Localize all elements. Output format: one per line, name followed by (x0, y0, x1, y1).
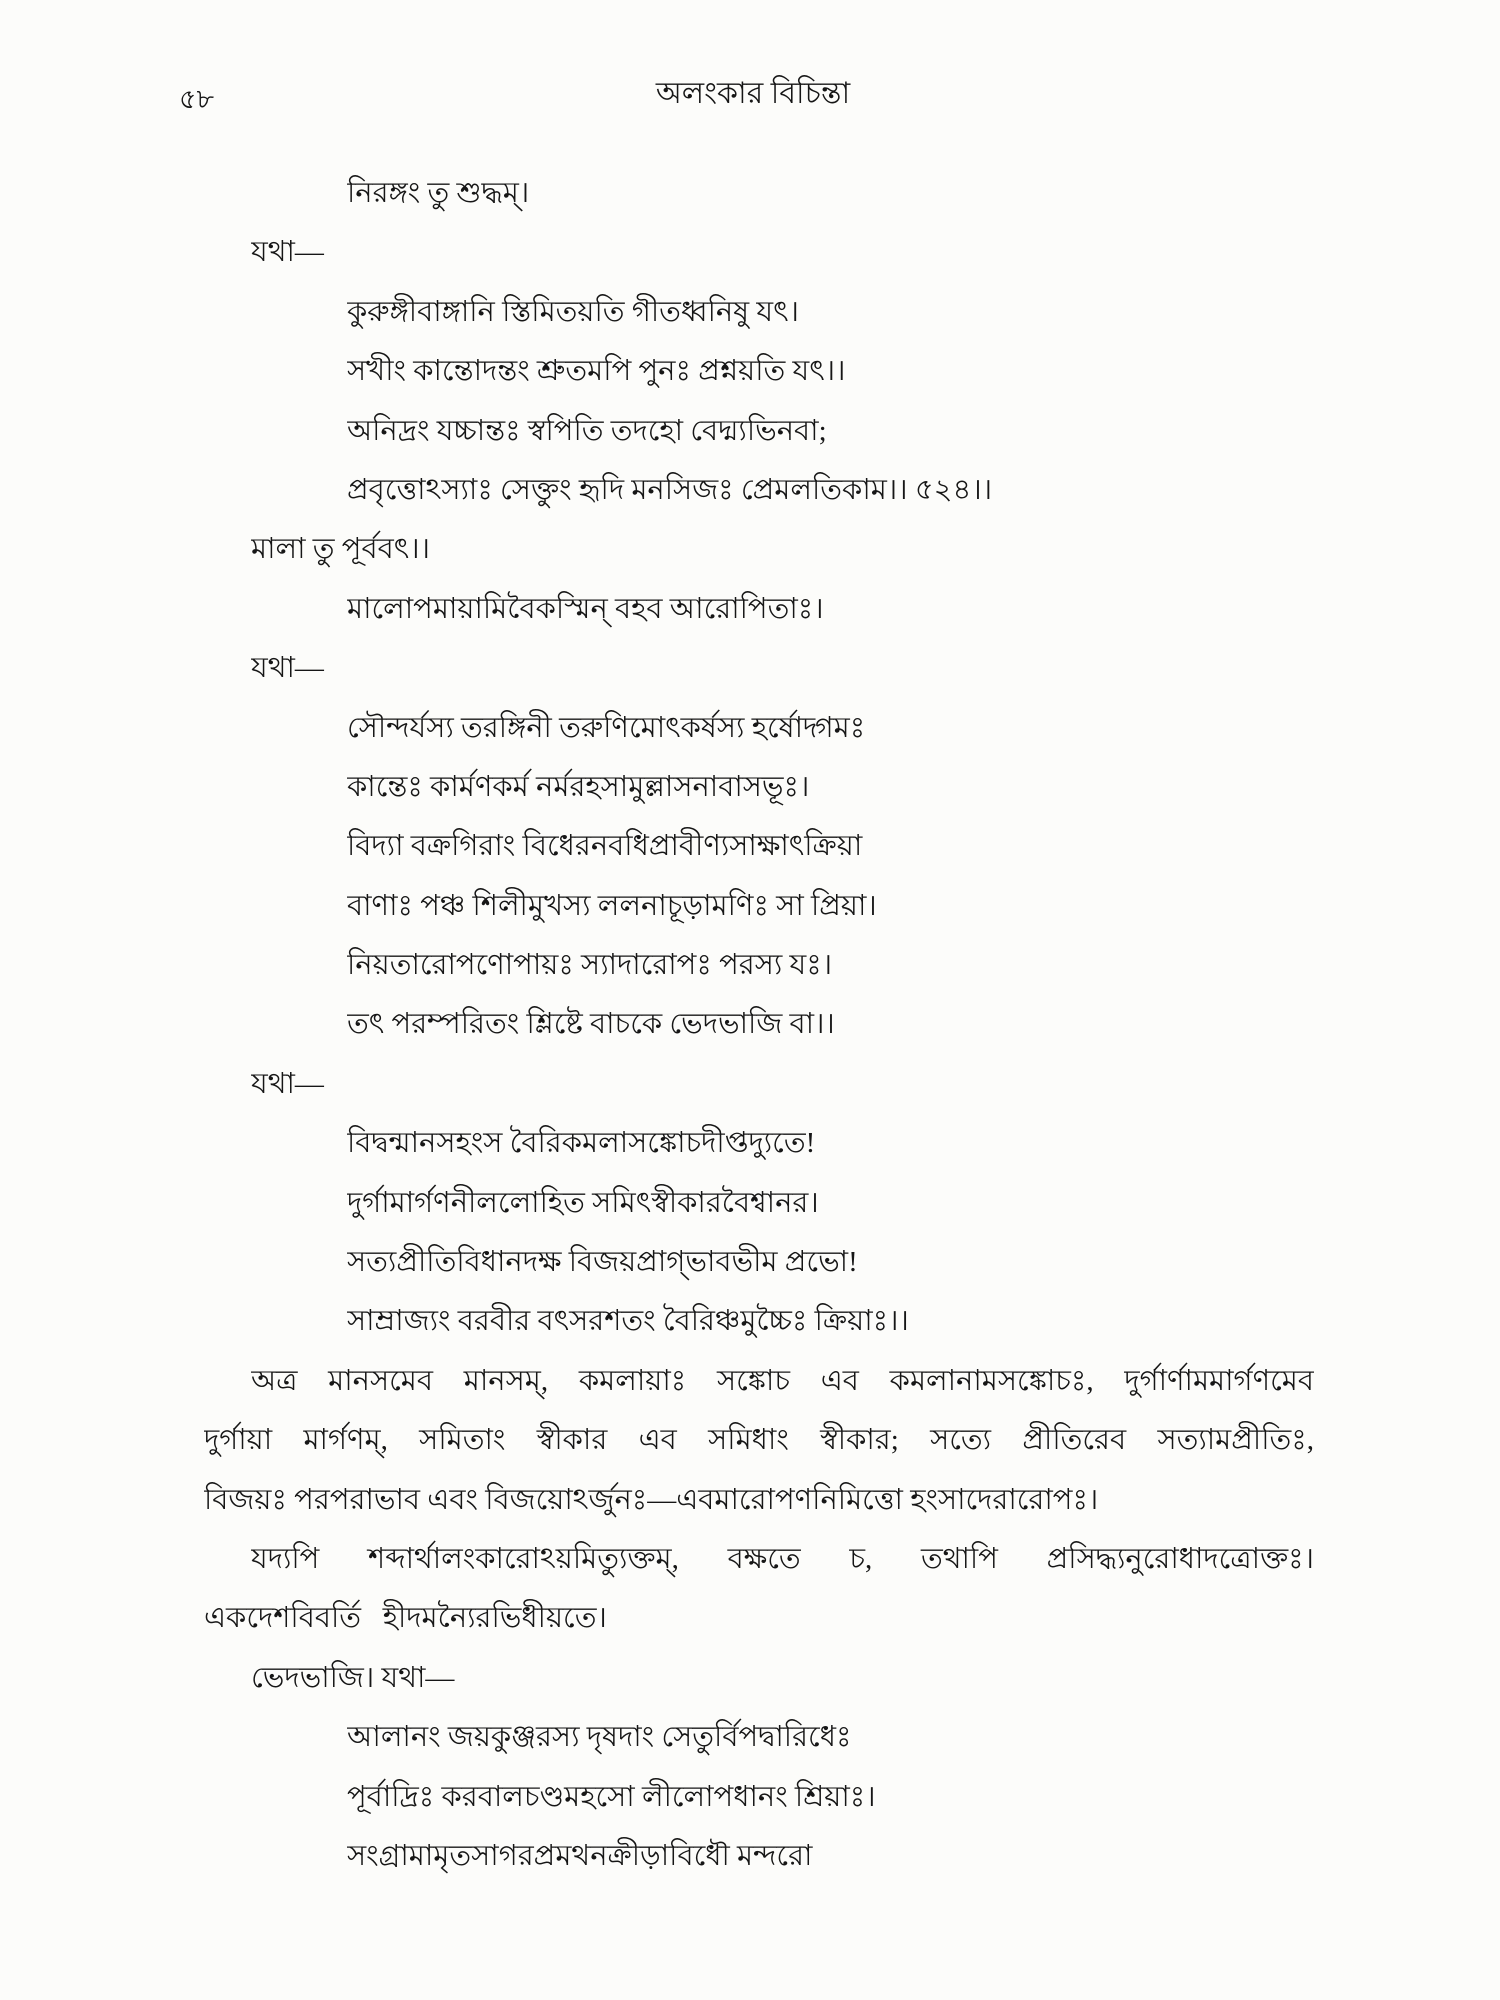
verse-line: সত্যপ্রীতিবিধানদক্ষ বিজয়প্রাগ্ভাবভীম প্রভো! (347, 1246, 858, 1279)
commentary-line: দুর্গায়া মার্গণম্, সমিতাং স্বীকার এব সমিধাং স্বীকার; সত্যে প্রীতিরেব সত্যামপ্রীতিঃ, (204, 1424, 1314, 1457)
verse-line: কান্তেঃ কার্মণকর্ম নর্মরহসামুল্লাসনাবাসভূঃ। (347, 770, 810, 803)
example-label: যথা— (251, 1067, 324, 1100)
verse-line: বিদ্যা বক্রগিরাং বিধেরনবধিপ্রাবীণ্যসাক্ষাৎক্রিয়া (347, 830, 863, 863)
verse-line: সংগ্রামামৃতসাগরপ্রমথনক্রীড়াবিধৌ মন্দরো (347, 1839, 813, 1872)
commentary-line: বিজয়ঃ পরপরাভাব এবং বিজয়োঽর্জুনঃ—এবমারোপণনিমিত্তো হংসাদেরারোপঃ। (204, 1483, 1099, 1516)
verse-line: সাম্রাজ্যং বরবীর বৎসরশতং বৈরিঞ্চমুচ্চৈঃ ক্রিয়াঃ।। (347, 1305, 909, 1338)
karika-line: তৎ পরম্পরিতং শ্লিষ্টে বাচকে ভেদভাজি বা।। (347, 1008, 835, 1041)
sutra-line: মালা তু পূর্ববৎ।। (251, 533, 430, 566)
running-title: অলংকার বিচিন্তা (655, 77, 851, 110)
verse-line: প্রবৃত্তোঽস্যাঃ সেক্তুং হৃদি মনসিজঃ প্রেমলতিকাম।। ৫২৪।। (347, 473, 993, 506)
example-label: ভেদভাজি। যথা— (251, 1661, 455, 1694)
verse-line: কুরুঙ্গীবাঙ্গানি স্তিমিতয়তি গীতধ্বনিষু যৎ। (347, 295, 799, 328)
verse-line: সৌন্দর্যস্য তরঙ্গিনী তরুণিমোৎকর্ষস্য হর্ষোদ্গমঃ (347, 711, 866, 744)
verse-line: দুর্গামার্গণনীললোহিত সমিৎস্বীকারবৈশ্বানর। (347, 1186, 819, 1219)
commentary-line: অত্র মানসমেব মানসম্, কমলায়াঃ সঙ্কোচ এব কমলানামসঙ্কোচঃ, দুর্গার্ণামমার্গণমেব (251, 1364, 1314, 1397)
commentary-line: যদ্যপি শব্দার্থালংকারোঽয়মিত্যুক্তম্, বক্ষতে চ, তথাপি প্রসিদ্ধ্যনুরোধাদত্রোক্তঃ। (251, 1542, 1314, 1575)
vritti-line: মালোপমায়ামিবৈকস্মিন্ বহব আরোপিতাঃ। (347, 592, 824, 625)
verse-line: পূর্বাদ্রিঃ করবালচণ্ডমহসো লীলোপধানং শ্রিয়াঃ। (347, 1780, 876, 1813)
commentary-line: একদেশবিবর্তি হীদমন্যৈরভিধীয়তে। (204, 1602, 607, 1635)
page-number: ৫৮ (179, 84, 215, 114)
karika-line: নিয়তারোপণোপায়ঃ স্যাদারোপঃ পরস্য যঃ। (347, 949, 833, 982)
verse-line: আলানং জয়কুঞ্জরস্য দৃষদাং সেতুর্বিপদ্বারিধেঃ (347, 1721, 852, 1754)
sutra-line: নিরঙ্গং তু শুদ্ধম্। (347, 177, 530, 209)
verse-line: সখীং কান্তোদন্তং শ্রুতমপি পুনঃ প্রশ্নয়তি যৎ।। (347, 355, 846, 388)
verse-line: বিদ্বন্মানসহংস বৈরিকমলাসঙ্কোচদীপ্তদ্যুতে! (347, 1127, 816, 1160)
verse-line: বাণাঃ পঞ্চ শিলীমুখস্য ললনাচূড়ামণিঃ সা প্রিয়া। (347, 889, 877, 922)
example-label: যথা— (251, 236, 324, 269)
example-label: যথা— (251, 652, 324, 685)
verse-line: অনিদ্রং যচ্চান্তঃ স্বপিতি তদহো বেদ্ম্যভিনবা; (347, 414, 827, 447)
text-body (0, 164, 1500, 1886)
